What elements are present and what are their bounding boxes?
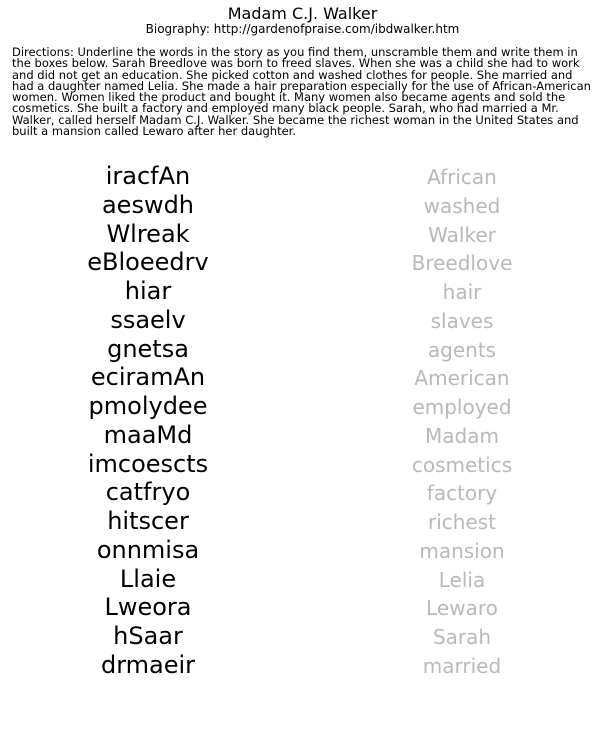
answer-word: African — [427, 165, 497, 189]
answer-word: slaves — [430, 308, 494, 333]
answer-word: employed — [412, 395, 512, 419]
scrambled-word: hiar — [124, 277, 172, 305]
word-row — [0, 191, 605, 220]
word-row — [0, 392, 605, 421]
answer-word: Breedlove — [411, 251, 513, 276]
answer-word: cosmetics — [411, 452, 513, 477]
scrambled-word: eBloeedrv — [87, 248, 209, 277]
word-row — [0, 507, 605, 536]
word-row — [0, 478, 605, 507]
scrambled-word: pmolydee — [88, 392, 208, 420]
word-row — [0, 335, 605, 364]
answer-word: Madam — [425, 423, 499, 448]
word-row — [0, 565, 605, 594]
word-row — [0, 593, 605, 622]
answer-word: Walker — [428, 222, 496, 247]
scrambled-word: imcoescts — [87, 449, 209, 478]
word-row — [0, 536, 605, 565]
scrambled-word: gnetsa — [107, 334, 189, 363]
scrambled-word: Llaie — [119, 564, 177, 593]
scrambled-word: eciramAn — [90, 363, 206, 392]
word-row — [0, 162, 605, 191]
answer-word: Lewaro — [426, 596, 498, 621]
word-row — [0, 421, 605, 450]
scrambled-word: drmaeir — [100, 650, 196, 679]
scrambled-word: hSaar — [113, 622, 183, 650]
scrambled-word: maaMd — [103, 420, 193, 449]
scrambled-word: ssaelv — [110, 305, 186, 334]
word-row — [0, 450, 605, 479]
page-title: Madam C.J. Walker — [227, 4, 378, 23]
scrambled-word: Lweora — [104, 593, 192, 622]
word-row — [0, 363, 605, 392]
answer-word: washed — [423, 193, 501, 218]
word-row — [0, 622, 605, 651]
answer-word: American — [414, 366, 510, 391]
answer-word: married — [422, 653, 502, 678]
scrambled-word: aeswdh — [101, 190, 195, 219]
scrambled-word: onnmisa — [96, 535, 200, 564]
word-row — [0, 220, 605, 249]
answer-word: factory — [426, 481, 498, 506]
answer-word: mansion — [419, 538, 505, 563]
answer-word: richest — [427, 510, 497, 534]
scrambled-word: catfryo — [105, 478, 191, 507]
scrambled-word: hitscer — [107, 507, 189, 535]
scrambled-word: Wlreak — [106, 219, 190, 248]
scrambled-word: iracfAn — [105, 162, 191, 190]
word-row — [0, 306, 605, 335]
answer-word: hair — [442, 280, 482, 304]
word-row — [0, 248, 605, 277]
directions-text: Directions: Underline the words in the story as you find them, unscramble them and write them in the boxes below. Sarah Breedlove was born to freed slaves. When she was a child she had to work and did not get an education. She picked cotton and washed clothes for people. She married and had a daughter named Lelia. She made a hair preparation especially for the use of African-American women. Women liked the product and bought it. Many women also became agents and sold the cosmetics. She built a factory and employed many black people. Sarah, who had married a Mr. Walker, called herself Madam C.J. Walker. She became the richest woman in the United States and built a mansion called Lewaro after her daughter. — [12, 45, 591, 139]
word-row — [0, 277, 605, 306]
answer-word: Lelia — [438, 567, 486, 592]
word-row — [0, 651, 605, 680]
word-list — [0, 162, 605, 680]
answer-word: agents — [427, 337, 497, 362]
biography-source: Biography: http://gardenofpraise.com/ibdwalker.htm — [145, 22, 460, 36]
answer-word: Sarah — [432, 625, 492, 649]
